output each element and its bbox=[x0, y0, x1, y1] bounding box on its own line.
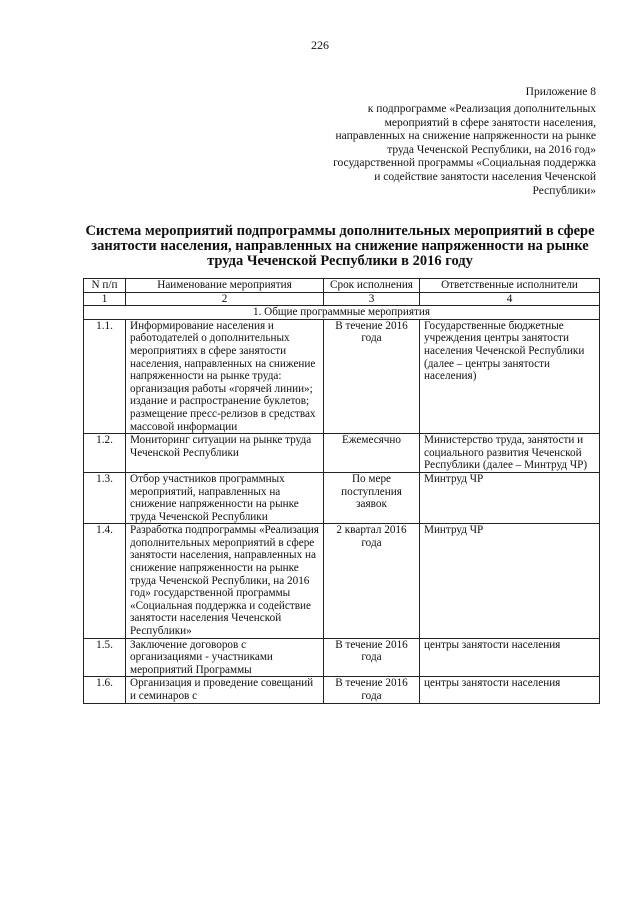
row-event-name: Организация и проведение совещаний и семинаров с bbox=[126, 677, 324, 703]
header-term: Срок исполнения bbox=[324, 279, 420, 293]
row-term: В течение 2016 года bbox=[324, 319, 420, 433]
row-event-name: Отбор участников программных мероприятий, направленных на снижение напряженности на рынке труда Чеченской Республики bbox=[126, 472, 324, 523]
section-title: 1. Общие программные мероприятия bbox=[84, 306, 600, 320]
row-term: В течение 2016 года bbox=[324, 677, 420, 703]
header-responsible: Ответственные исполнители bbox=[420, 279, 600, 293]
row-term: В течение 2016 года bbox=[324, 638, 420, 677]
events-table bbox=[83, 278, 600, 704]
row-responsible: центры занятости населения bbox=[420, 677, 600, 703]
column-number-row bbox=[84, 292, 600, 306]
row-term: 2 квартал 2016 года bbox=[324, 524, 420, 638]
row-responsible: Минтруд ЧР bbox=[420, 524, 600, 638]
row-number: 1.1. bbox=[84, 319, 126, 433]
table-row bbox=[84, 677, 600, 703]
appendix-text: к подпрограмме «Реализация дополнительных мероприятий в сфере занятости населения, направленных на снижение напряженности на рынке труда Чеченской Республики, на 2016 год» государственной программы «Социальная поддержка и содействие занятости населения Чеченской Республики» bbox=[333, 103, 596, 197]
table-row bbox=[84, 472, 600, 523]
table-row bbox=[84, 319, 600, 433]
table-row bbox=[84, 434, 600, 473]
row-responsible: центры занятости населения bbox=[420, 638, 600, 677]
page-number: 226 bbox=[311, 38, 329, 52]
appendix-title: Приложение 8 bbox=[525, 86, 596, 98]
row-responsible: Государственные бюджетные учреждения центры занятости населения Чеченской Республики (далее – центры занятости населения) bbox=[420, 319, 600, 433]
section-row bbox=[84, 306, 600, 320]
document-title: Система мероприятий подпрограммы дополнительных мероприятий в сфере занятости населения, направленных на снижение напряженности на рынке труда Чеченской Республики в 2016 году bbox=[85, 223, 595, 269]
table-header-row bbox=[84, 279, 600, 293]
row-term: По мере поступления заявок bbox=[324, 472, 420, 523]
row-responsible: Министерство труда, занятости и социального развития Чеченской Республики (далее – Минтруд ЧР) bbox=[420, 434, 600, 473]
column-number: 2 bbox=[126, 292, 324, 306]
row-number: 1.5. bbox=[84, 638, 126, 677]
row-number: 1.3. bbox=[84, 472, 126, 523]
column-number: 3 bbox=[324, 292, 420, 306]
row-number: 1.6. bbox=[84, 677, 126, 703]
row-event-name: Мониторинг ситуации на рынке труда Чеченской Республики bbox=[126, 434, 324, 473]
row-term: Ежемесячно bbox=[324, 434, 420, 473]
row-number: 1.2. bbox=[84, 434, 126, 473]
table-row bbox=[84, 638, 600, 677]
column-number: 4 bbox=[420, 292, 600, 306]
header-name: Наименование мероприятия bbox=[126, 279, 324, 293]
row-event-name: Разработка подпрограммы «Реализация дополнительных мероприятий в сфере занятости населения, направленных на снижение напряженности на рынке труда Чеченской Республики, на 2016 год» государственной программы «Социальная поддержка и содействие занятости населения Чеченской Республики» bbox=[126, 524, 324, 638]
header-num: N п/п bbox=[84, 279, 126, 293]
column-number: 1 bbox=[84, 292, 126, 306]
row-event-name: Информирование населения и работодателей о дополнительных мероприятиях в сфере занятости населения, направленных на снижение напряженности на рынке труда: организация работы «горячей линии»; издание и распространение буклетов; размещение пресс-релизов в средствах массовой информации bbox=[126, 319, 324, 433]
row-event-name: Заключение договоров с организациями - участниками мероприятий Программы bbox=[126, 638, 324, 677]
table-row bbox=[84, 524, 600, 638]
row-responsible: Минтруд ЧР bbox=[420, 472, 600, 523]
row-number: 1.4. bbox=[84, 524, 126, 638]
